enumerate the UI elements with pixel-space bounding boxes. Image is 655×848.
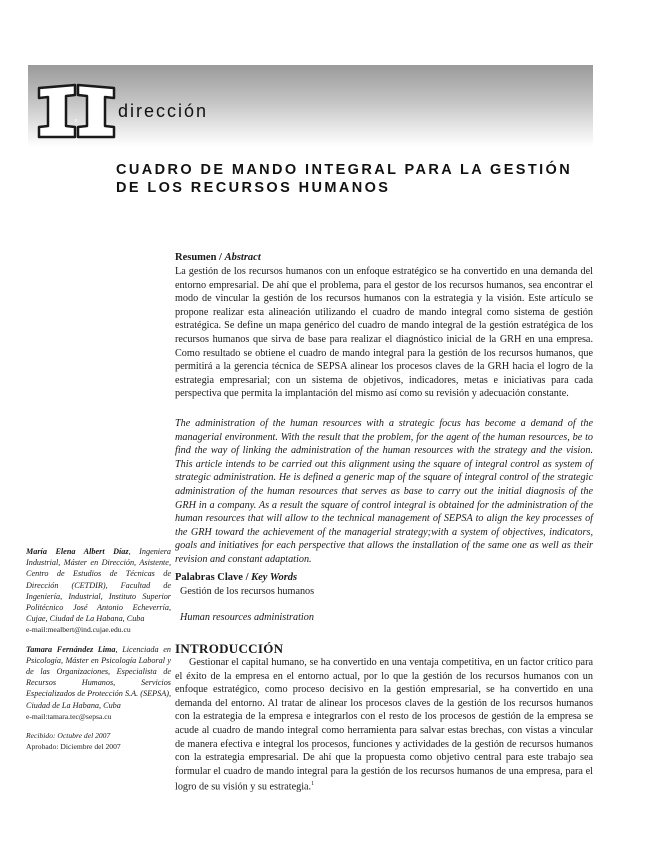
keywords-heading-es: Palabras Clave / [175,572,249,583]
abstract-spanish: La gestión de los recursos humanos con un enfoque estratégico se ha convertido en una demanda del entorno empresarial. De ahí que el problema, para el gestor de los recursos humanos, sea encontrar el modo de vincular la gestión de los recursos humanos con la estrategia y la visión. Este artículo se propone realizar esta alineación utilizando el cuadro de mando integral como sistema de gestión estratégica. Se define un mapa genérico del cuadro de mando integral de la gestión estratégica de los recursos humanos que sirva de base para realizar el diagnóstico inicial de la GRH en una empresa. Como resultado se obtiene el cuadro de mando integral para la gestión de los recursos humanos, que permitirá a la gerencia técnica de SEPSA alinear los procesos claves de la GRH hacia el logro de la estrategia empresarial; con un sistema de objetivos, indicadores, metas e iniciativas para cada perspectiva que permita la implantación del mismo así como su revisión y adecuación constante. [175,266,593,400]
abstract-heading [175,252,261,263]
section-logo [36,82,118,140]
abstract-heading-es: Resumen / [175,252,222,263]
author-1-name: María Elena Albert Díaz [26,547,129,556]
author-2-email: e-mail:tamara.tec@sepsa.cu [26,711,112,721]
abstract-heading-en: Abstract [224,252,261,263]
keywords-heading-en: Key Words [251,572,298,583]
author-notes [26,546,171,752]
introduction-heading: INTRODUCCIÓN [175,641,284,656]
introduction-text [175,656,593,794]
keywords-heading [175,572,297,583]
keywords-english: Human resources administration [180,612,314,623]
section-name: dirección [118,101,209,121]
footnote-mark: 1 [311,781,315,788]
introduction-body: Gestionar el capital humano, se ha convertido en una ventaja competitiva, en un factor crítico para el éxito de la empresa en el entorno actual, por lo que la gestión de los recursos humanos con un enfoque estratégico, como proceso decisivo en la gestión empresarial, se ha convertido en una demanda del entorno. Al tratar de alinear los procesos claves de la gestión de los recursos humanos con la estrategia de la empresa e integrarlos con el resto de los procesos de gestión de la empresa se acude al cuadro de mando integral como herramienta para salvar estas brechas, con vistas a vincular de manera efectiva e integral los procesos, funciones y actividades de la gestión de recursos humanos con la estrategia empresarial. De ahí que la propuesta como objetivo central para este trabajo sea formular el cuadro de mando integral para la gestión de los recursos humanos de una empresa, para el logro de su visión y su estrategia. [175,657,593,793]
author-2 [26,644,171,711]
author-2-bio: , Licenciada en Psicología, Máster en Psicología Laboral y de las Organizaciones, Especialista de Recursos Humanos, Servicios Especializados de Protección S.A. (SEPSA), Ciudad de La Habana, Cuba [26,644,171,710]
keywords-spanish: Gestión de los recursos humanos [180,586,315,597]
author-2-name: Tamara Fernández Lima [26,644,116,654]
approved-date: Aprobado: Diciembre del 2007 [26,742,121,752]
section-logo-text: II [74,118,78,123]
abstract-english: The administration of the human resources with a strategic focus has become a demand of the managerial environment. With the result that the problem, for the agent of the human resources, be to find the way of linking the administration of the human resources with the strategy and the vision. This article intends to be carried out this alignment using the square of integral control as system of strategic administration. He is defined a generic map of the square of integral control of the strategic administration of the human resources that serves as base to carry out the initial diagnosis of the GRH in a company. As a result the square of control integral is obtained for the administration of the human resources that will allow to the technical management of SEPSA to align the key processes of the GRH toward the achievement of the managerial strategy;with a system of objectives, indicators, goals and initiatives for each perspective that allows the installation of the same one as well as their revision and constant adaptation. [175,418,593,565]
author-1-email: e-mail:mealbert@ind.cujae.edu.cu [26,625,131,635]
author-1 [26,546,171,624]
article-title-line-1: CUADRO DE MANDO INTEGRAL PARA LA GESTIÓN [116,162,573,178]
article-title [116,161,616,197]
article-title-line-2: DE LOS RECURSOS HUMANOS [116,180,391,196]
author-1-bio: , Ingeniera Industrial, Máster en Dirección, Asistente, Centro de Estudios de Técnicas de Dirección (CETDIR), Facultad de Ingeniería, Industrial, Instituto Superior Politécnico José Antonio Echeverría, Cujae, Ciudad de La Habana, Cuba [26,547,171,624]
received-date: Recibido: Octubre del 2007 [26,731,111,741]
